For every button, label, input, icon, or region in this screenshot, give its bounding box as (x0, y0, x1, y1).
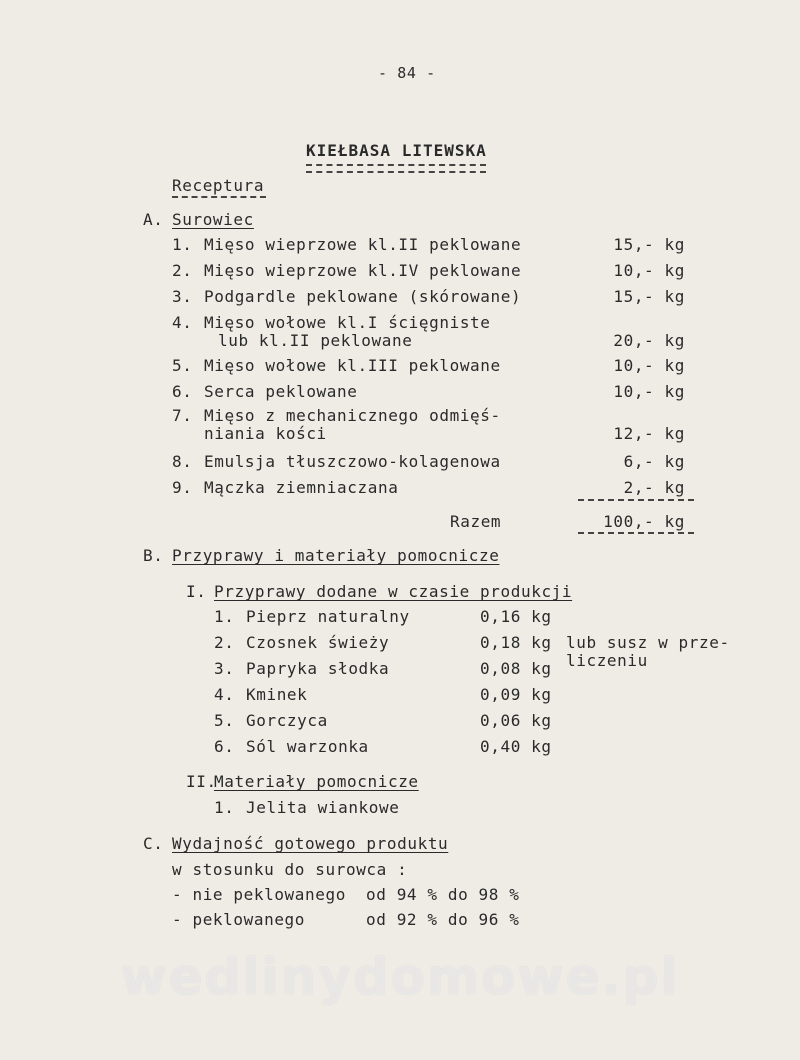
item-number: 9. (172, 478, 193, 497)
item-name: Papryka słodka (246, 659, 390, 678)
item-number: 1. (214, 607, 235, 626)
subsection-2-title: Materiały pomocnicze (214, 772, 419, 791)
item-number: 7. (172, 406, 193, 425)
subsection-2-label: II. (186, 772, 217, 791)
item-quantity: 15,- kg (613, 235, 685, 254)
subsection-1-title: Przyprawy dodane w czasie produkcji (214, 582, 573, 601)
item-name: Mięso z mechanicznego odmięś- (204, 406, 501, 425)
item-number: 4. (172, 313, 193, 332)
item-quantity: 0,18 kg (480, 633, 552, 652)
item-quantity: 2,- kg (623, 478, 685, 497)
item-quantity: 12,- kg (613, 424, 685, 443)
section-c-title: Wydajność gotowego produktu (172, 834, 449, 853)
item-name: Czosnek świeży (246, 633, 390, 652)
item-number: 2. (214, 633, 235, 652)
item-name: Serca peklowane (204, 382, 358, 401)
dried-alternative-note: lub susz w prze- (566, 633, 730, 652)
item-name: Mięso wieprzowe kl.II peklowane (204, 235, 522, 254)
item-name: Emulsja tłuszczowo-kolagenowa (204, 452, 501, 471)
item-name: Kminek (246, 685, 308, 704)
item-number: 1. (214, 798, 235, 817)
item-quantity: 0,09 kg (480, 685, 552, 704)
item-name: Sól warzonka (246, 737, 369, 756)
item-name-continued: lub kl.II peklowane (218, 331, 413, 350)
yield-uncured-label: - nie peklowanego (172, 885, 346, 904)
item-number: 5. (172, 356, 193, 375)
item-name: Mączka ziemniaczana (204, 478, 399, 497)
item-quantity: 0,08 kg (480, 659, 552, 678)
item-name: Mięso wołowe kl.I ścięgniste (204, 313, 491, 332)
item-number: 3. (172, 287, 193, 306)
item-quantity: 15,- kg (613, 287, 685, 306)
section-c-label: C. (143, 834, 164, 853)
item-number: 3. (214, 659, 235, 678)
item-number: 8. (172, 452, 193, 471)
item-number: 5. (214, 711, 235, 730)
recipe-underline (172, 196, 266, 198)
item-quantity: 6,- kg (623, 452, 685, 471)
item-number: 4. (214, 685, 235, 704)
item-name-continued: niania kości (204, 424, 327, 443)
document-title: KIEŁBASA LITEWSKA (306, 141, 487, 160)
yield-basis: w stosunku do surowca : (172, 860, 408, 879)
dried-alternative-note-continued: liczeniu (566, 651, 648, 670)
item-name: Mięso wieprzowe kl.IV peklowane (204, 261, 522, 280)
yield-cured-range: od 92 % do 96 % (366, 910, 520, 929)
item-quantity: 0,16 kg (480, 607, 552, 626)
item-quantity: 0,06 kg (480, 711, 552, 730)
section-b-label: B. (143, 546, 164, 565)
yield-uncured-range: od 94 % do 98 % (366, 885, 520, 904)
item-quantity: 10,- kg (613, 356, 685, 375)
item-name: Pieprz naturalny (246, 607, 410, 626)
item-quantity: 10,- kg (613, 382, 685, 401)
yield-cured-label: - peklowanego (172, 910, 306, 929)
total-label: Razem (450, 512, 502, 531)
recipe-label: Receptura (172, 176, 265, 195)
section-b-title: Przyprawy i materiały pomocnicze (172, 546, 500, 565)
item-name: Jelita wiankowe (246, 798, 400, 817)
item-number: 2. (172, 261, 193, 280)
item-number: 6. (172, 382, 193, 401)
item-number: 1. (172, 235, 193, 254)
item-quantity: 10,- kg (613, 261, 685, 280)
subsection-1-label: I. (186, 582, 207, 601)
total-underline (578, 532, 694, 534)
watermark: wedlinydomowe.pl (120, 948, 680, 1006)
section-a-label: A. (143, 210, 164, 229)
title-double-underline (306, 164, 486, 173)
item-name: Gorczyca (246, 711, 328, 730)
item-name: Podgardle peklowane (skórowane) (204, 287, 522, 306)
sum-separator-line (578, 499, 694, 501)
item-quantity: 20,- kg (613, 331, 685, 350)
section-a-title: Surowiec (172, 210, 254, 229)
total-value: 100,- kg (603, 512, 685, 531)
item-number: 6. (214, 737, 235, 756)
item-name: Mięso wołowe kl.III peklowane (204, 356, 501, 375)
page-number: - 84 - (378, 64, 436, 82)
item-quantity: 0,40 kg (480, 737, 552, 756)
